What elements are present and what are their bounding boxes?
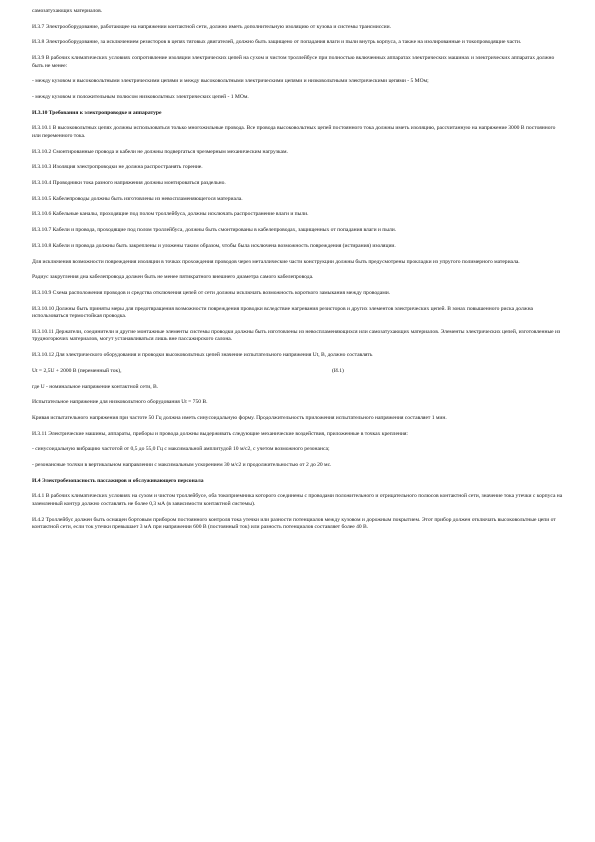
- paragraph: Кривая испытательного напряжения при частоте 50 Гц должна иметь синусоидальную форму. Продолжительность приложения испытательного напряжения составляет 1 мин.: [32, 414, 447, 421]
- list-item: - между кузовом и высоковольтными электрическими цепями и между высоковольтными электрическими цепями и низковольтными электрическими цепями - 5 МОм;: [32, 78, 429, 85]
- paragraph: где U - номинальное напряжение контактной сети, В.: [32, 383, 159, 390]
- paragraph: И.3.10.11 Держатели, соединители и другие монтажные элементы системы проводки должны быть изготовлены из невоспламеняющихся или самозатухающих материалов. Элементы электрических цепей, изготовленные из трудногорючих материалов, могут устанавливаться лишь вне пассажирского салона.: [32, 328, 561, 343]
- paragraph: Радиус закругления дна кабелепровода должен быть не менее пятикратного внешнего диаметра самого кабелепровода.: [32, 274, 314, 281]
- paragraph: И.3.11 Электрические машины, аппараты, приборы и провода должны выдерживать следующие механические воздействия, приложенные в точках крепления:: [32, 430, 408, 437]
- paragraph: И.3.9 В рабочих климатических условиях сопротивление изоляции электрических цепей на сухом и чистом троллейбусе при полностью включенных аппаратах электрических машинах и электрических аппаратах должно быть не менее:: [32, 55, 555, 69]
- paragraph: И.3.10.2 Смонтированные провода и кабели не должны подвергаться чрезмерным механическим нагрузкам.: [32, 148, 288, 155]
- paragraph: И.3.10.9 Схема расположения проводов и средства отключения цепей от сети должны исключать возможность короткого замыкания между проводами.: [32, 289, 391, 296]
- paragraph: И.4.2 Троллейбус должен быть оснащен бортовым прибором постоянного контроля тока утечки или разности потенциалов между кузовом и дорожным покрытием. Этот прибор должен отключать высоковольтные цепи от контактной сети, если ток утечки превышает 3 мА при напряжении 600 В (постоянный ток) или разность потенциалов составляет более 40 В.: [32, 516, 556, 531]
- paragraph: Испытательное напряжение для низковольтного оборудования Ut = 750 В.: [32, 399, 208, 406]
- section-heading: И.4 Электробезопасность пассажиров и обслуживающего персонала: [32, 477, 204, 484]
- paragraph: И.3.8 Электрооборудование, за исключением резисторов в цепях тяговых двигателей, должно быть защищено от попадания влаги и пыли внутрь корпуса, а также на изолированные и токопроводящие части.: [32, 39, 522, 46]
- paragraph: И.3.7 Электрооборудование, работающее на напряжении контактной сети, должно иметь дополнительную изоляцию от кузова и системы трансмиссии.: [32, 23, 392, 30]
- formula-number: (И.1): [332, 367, 344, 374]
- paragraph: самозатухающих материалов.: [32, 8, 103, 14]
- list-item: - между кузовом и положительным полюсом низковольтных электрических цепей - 1 МОм.: [32, 94, 249, 101]
- paragraph: И.3.10.4 Проводники тока разного напряжения должны монтироваться раздельно.: [32, 180, 226, 187]
- paragraph: И.3.10.8 Кабели и провода должны быть закреплены и уложены таким образом, чтобы была исключена возможность повреждения (истирания) изоляции.: [32, 242, 396, 249]
- list-item: - резонансные толчки в вертикальном направлении с максимальным ускорением 30 м/с2 и продолжительностью от 2 до 20 мс.: [32, 461, 332, 468]
- paragraph: И.3.10.5 Кабелепроводы должны быть изготовлены из невоспламеняющегося материала.: [32, 195, 243, 202]
- paragraph: Для исключения возможности повреждения изоляции в точках прохождения проводов через металлические части конструкции должны быть предусмотрены прокладки из упругого полимерного материала.: [32, 258, 520, 265]
- formula-body: Ut = 2,5U + 2000 В (переменный ток),: [32, 367, 122, 374]
- paragraph: И.3.10.1 В высоковольтных цепях должны использоваться только многожильные провода. Все провода высоковольтных цепей постоянного тока должны иметь изоляцию, рассчитанную на напряжение 3000 В постоянного или переменного тока.: [32, 125, 556, 139]
- paragraph: И.4.1 В рабочих климатических условиях на сухом и чистом троллейбусе, оба токоприемника которого соединены с проводами положительного и отрицательного полюсов контактной сети, значение тока утечки с корпуса на заземленный контур должно составлять не более 0,3 мА (в зависимости контактной системы).: [32, 493, 563, 507]
- paragraph: И.3.10.10 Должны быть приняты меры для предотвращения возможности повреждения проводки вследствие нагревания резисторов и других элементов электрических цепей. В зонах повышенного риска должна использоваться термостойкая проводка.: [32, 305, 534, 320]
- paragraph: И.3.10.12 Для электрического оборудования и проводки высоковольтных цепей значение испытательного напряжения Ut, В, должно составлять: [32, 352, 373, 359]
- section-heading: И.3.10 Требования к электропроводке и аппаратуре: [32, 109, 162, 116]
- paragraph: И.3.10.6 Кабельные каналы, проходящие под полом троллейбуса, должны исключать распространение влаги и пыли.: [32, 211, 309, 218]
- paragraph: И.3.10.7 Кабели и провода, проходящие под полом троллейбуса, должны быть смонтированы в кабелепроводах, защищенных от попадания влаги и пыли.: [32, 227, 397, 234]
- formula: [32, 368, 563, 376]
- paragraph: И.3.10.3 Изоляция электропроводки не должна распространять горение.: [32, 164, 203, 171]
- list-item: - синусоидальную вибрацию частотой от 0,5 до 55,0 Гц с максимальной амплитудой 10 м/с2, с учетом возможного резонанса;: [32, 446, 330, 453]
